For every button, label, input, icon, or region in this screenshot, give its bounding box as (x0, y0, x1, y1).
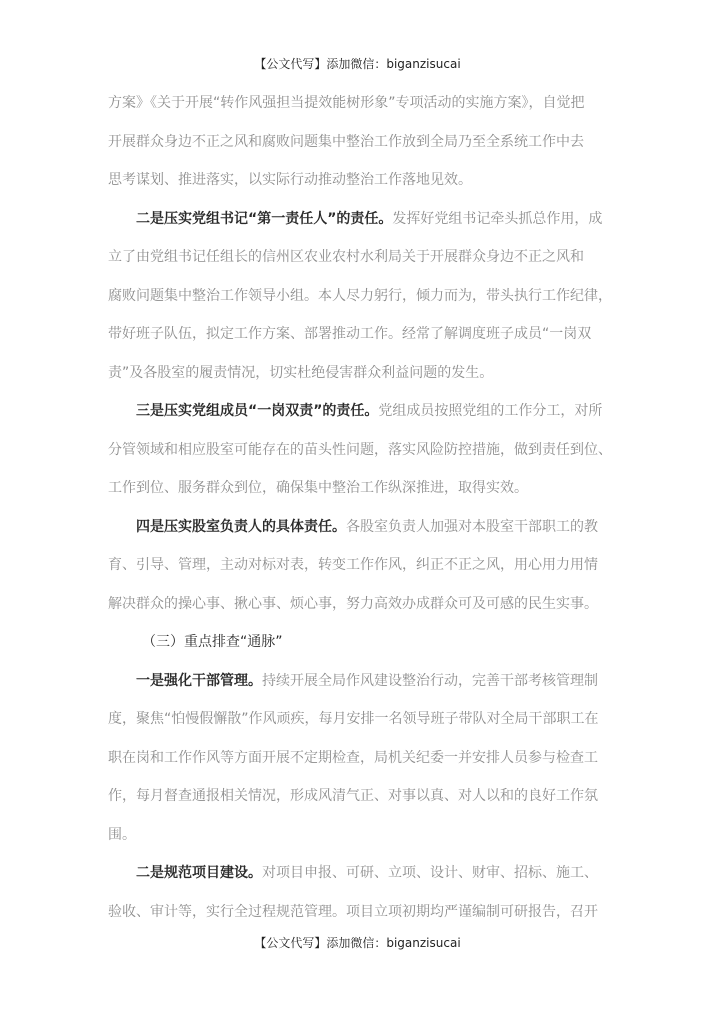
document-body (108, 84, 618, 931)
paragraph-line (108, 854, 618, 893)
paragraph-line (108, 238, 618, 277)
paragraph-line (108, 893, 618, 932)
paragraph-line (108, 700, 618, 739)
paragraph-text: 分管领域和相应股室可能存在的苗头性问题，落实风险防控措施，做到责任到位、 (108, 441, 612, 458)
paragraph-text: 解决群众的操心事、揪心事、烦心事，努力高效办成群众可及可感的民生实事。 (108, 595, 598, 612)
paragraph-line (108, 508, 618, 547)
paragraph-line (108, 585, 618, 624)
paragraph-lead: 一是强化干部管理。 (136, 672, 262, 689)
paragraph-line (108, 546, 618, 585)
paragraph-text: 带好班子队伍，拟定工作方案、部署推动工作。经常了解调度班子成员“一岗双 (108, 326, 592, 342)
paragraph-line (108, 431, 618, 470)
paragraph-text: 工作到位、服务群众到位，确保集中整治工作纵深推进，取得实效。 (108, 480, 528, 496)
paragraph-text: 方案》《关于开展“转作风强担当提效能树形象”专项活动的实施方案》，自觉把 (108, 95, 585, 111)
paragraph-text: 度，聚焦“怕慢假懈散”作风顽疾，每月安排一名领导班子带队对全局干部职工在 (108, 711, 599, 727)
paragraph-text: 验收、审计等，实行全过程规范管理。项目立项初期均严谨编制可研报告，召开 (108, 903, 598, 920)
paragraph-text: 责”及各股室的履责情况，切实杜绝侵害群众利益问题的发生。 (108, 364, 494, 381)
paragraph-line (108, 392, 618, 431)
section-heading-text: （三）重点排查“通脉” (142, 634, 283, 650)
paragraph-lead: 四是压实股室负责人的具体责任。 (136, 518, 346, 535)
paragraph-line (108, 739, 618, 778)
paragraph-text: 对项目申报、可研、立项、设计、财审、招标、施工、 (262, 865, 598, 881)
paragraph-line (108, 277, 618, 316)
paragraph-text: 作，每月督查通报相关情况，形成风清气正、对事以真、对人以和的良好工作氛 (108, 788, 598, 804)
paragraph-text: 各股室负责人加强对本股室干部职工的教 (346, 518, 598, 535)
paragraph-text: 持续开展全局作风建设整治行动，完善干部考核管理制 (262, 672, 598, 689)
paragraph-line (108, 816, 618, 855)
paragraph-text: 思考谋划、推进落实，以实际行动推动整治工作落地见效。 (108, 172, 472, 188)
paragraph-text: 育、引导、管理，主动对标对表，转变工作作风，纠正不正之风，用心用力用情 (108, 557, 598, 573)
paragraph-lead: 二是压实党组书记“第一责任人”的责任。 (136, 210, 393, 227)
page-footer-watermark: 【公文代写】添加微信：biganzisucai (254, 936, 461, 950)
paragraph-line (108, 200, 618, 239)
paragraph-text: 腐败问题集中整治工作领导小组。本人尽力躬行，倾力而为，带头执行工作纪律， (108, 287, 612, 304)
paragraph-text: 立了由党组书记任组长的信州区农业农村水利局关于开展群众身边不正之风和 (108, 249, 584, 265)
paragraph-line (108, 354, 618, 393)
paragraph-text: 围。 (108, 826, 136, 843)
paragraph-line (108, 315, 618, 354)
section-heading (108, 623, 618, 662)
page-header-watermark: 【公文代写】添加微信：biganzisucai (254, 57, 461, 71)
paragraph-line (108, 777, 618, 816)
paragraph-lead: 二是规范项目建设。 (136, 865, 262, 881)
paragraph-line (108, 161, 618, 200)
paragraph-lead: 三是压实党组成员“一岗双责”的责任。 (136, 403, 379, 419)
paragraph-text: 开展群众身边不正之风和腐败问题集中整治工作放到全局乃至全系统工作中去 (108, 133, 584, 150)
paragraph-line (108, 662, 618, 701)
paragraph-line (108, 469, 618, 508)
paragraph-text: 发挥好党组书记牵头抓总作用，成 (392, 210, 603, 227)
paragraph-text: 职在岗和工作作风等方面开展不定期检查，局机关纪委一并安排人员参与检查工 (108, 749, 598, 766)
paragraph-line (108, 123, 618, 162)
paragraph-line (108, 84, 618, 123)
paragraph-text: 党组成员按照党组的工作分工，对所 (378, 403, 603, 419)
